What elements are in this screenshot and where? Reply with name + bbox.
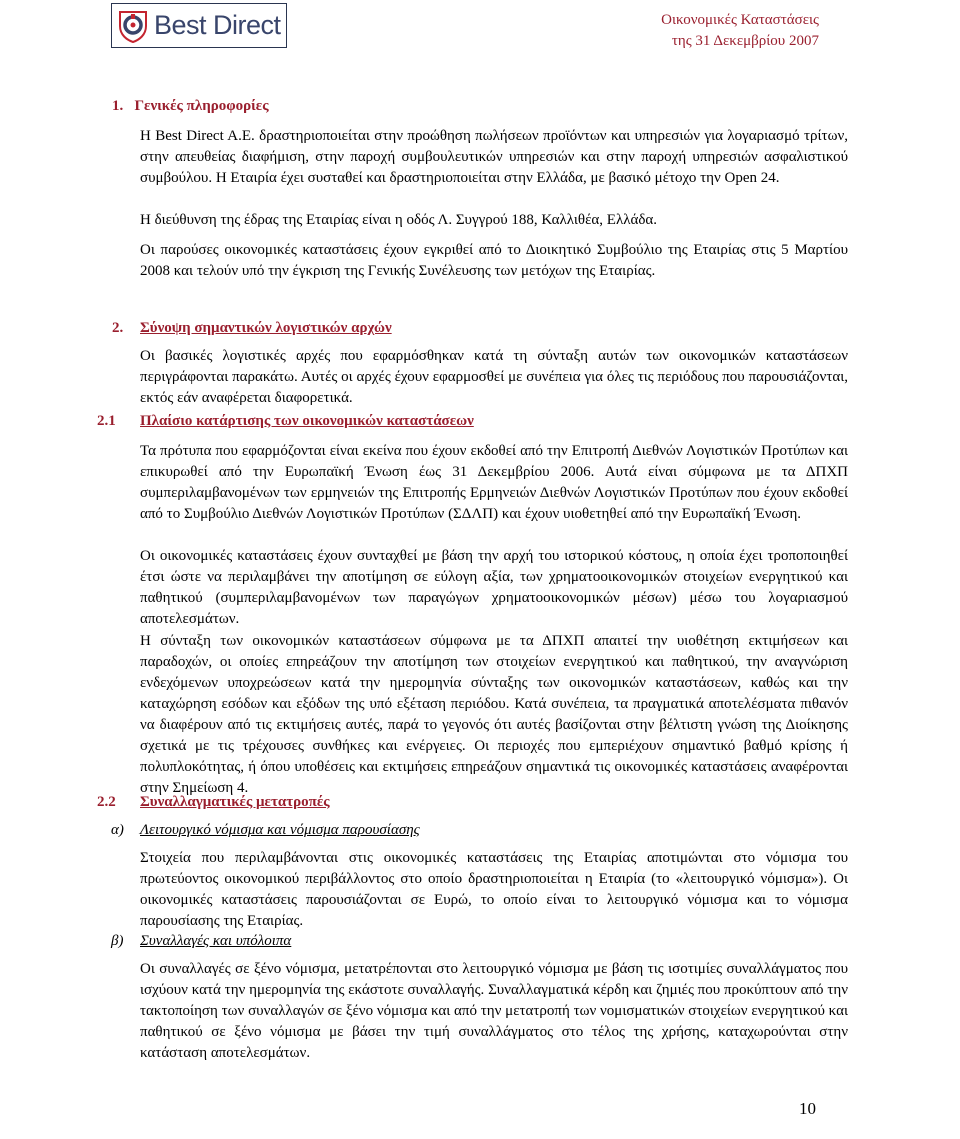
subsection-a-title: Λειτουργικό νόμισμα και νόμισμα παρουσίασης: [140, 822, 420, 838]
section-1-number: 1.: [112, 98, 124, 114]
logo-text: Best Direct: [154, 10, 281, 40]
section-2-2-title: Συναλλαγματικές μετατροπές: [140, 794, 330, 810]
section-2-2-number: 2.2: [97, 794, 116, 810]
section-2-number: 2.: [112, 320, 124, 336]
section-1-paragraph-3: Οι παρούσες οικονομικές καταστάσεις έχουν εγκριθεί από το Διοικητικό Συμβούλιο της Εταιρίας στις 5 Μαρτίου 2008 και τελούν υπό την έγκριση της Γενικής Συνέλευσης των μετόχων της Εταιρίας.: [140, 242, 848, 279]
section-2-1-number: 2.1: [97, 413, 116, 429]
section-1-paragraph-1: Η Best Direct A.E. δραστηριοποιείται στην προώθηση πωλήσεων προϊόντων και υπηρεσιών για λογαριασμό τρίτων, στην απευθείας διαφήμιση, στην παροχή συμβουλευτικών υπηρεσιών και στην παροχή υπηρεσιών ασφαλιστικού συμβούλου. Η Εταιρία έχει συσταθεί και δραστηριοποιείται στην Ελλάδα, με βασικό μέτοχο την Open 24.: [140, 128, 848, 186]
section-1-paragraph-2: Η διεύθυνση της έδρας της Εταιρίας είναι η οδός Λ. Συγγρού 188, Καλλιθέα, Ελλάδα.: [140, 212, 658, 228]
section-2-1-title: Πλαίσιο κατάρτισης των οικονομικών καταστάσεων: [140, 413, 474, 429]
section-1-title: Γενικές πληροφορίες: [134, 98, 269, 114]
section-2-1-paragraph-1: Τα πρότυπα που εφαρμόζονται είναι εκείνα που έχουν εκδοθεί από την Επιτροπή Διεθνών Λογιστικών Προτύπων και επικυρωθεί από την Ευρωπαϊκή Ένωση έως 31 Δεκεμβρίου 2006. Αυτά είναι σύμφωνα με τα ΔΠΧΠ συμπεριλαμβανομένων των ερμηνειών της Επιτροπής Ερμηνειών Διεθνών Λογιστικών Προτύπων που έχουν εκδοθεί από το Συμβούλιο Διεθνών Λογιστικών Προτύπων (ΣΔΛΠ) και έχουν υιοθετηθεί από την Ευρωπαϊκή Ένωση.: [140, 443, 848, 522]
section-2-title: Σύνοψη σημαντικών λογιστικών αρχών: [140, 320, 392, 336]
subsection-a-paragraph: Στοιχεία που περιλαμβάνονται στις οικονομικές καταστάσεις της Εταιρίας αποτιμώνται στο νόμισμα του πρωτεύοντος οικονομικού περιβάλλοντος στο οποίο δραστηριοποιείται η Εταιρία (το «λειτουργικό νόμισμα»). Οι οικονομικές καταστάσεις παρουσιάζονται σε Ευρώ, το οποίο είναι το λειτουργικό νόμισμα και το νόμισμα παρουσίασης της Εταιρίας.: [140, 850, 848, 929]
subsection-b-title: Συναλλαγές και υπόλοιπα: [140, 933, 292, 949]
document-title: Οικονομικές Καταστάσεις: [661, 12, 819, 28]
subsection-b-marker: β): [111, 933, 124, 949]
section-1-heading: [112, 96, 269, 117]
section-2-1-paragraph-2: Οι οικονομικές καταστάσεις έχουν συνταχθεί με βάση την αρχή του ιστορικού κόστους, η οποία έχει τροποποιηθεί έτσι ώστε να περιλαμβάνει την αποτίμηση σε εύλογη αξία, των χρηματοοικονομικών στοιχείων ενεργητικού και παθητικού (συμπεριλαμβανομένων των παραγώγων χρηματοοικονομικών μέσων) μέσω του λογαριασμού αποτελεσμάτων.: [140, 548, 848, 627]
logo-emblem-icon: [116, 8, 150, 44]
subsection-b-paragraph: Οι συναλλαγές σε ξένο νόμισμα, μετατρέπονται στο λειτουργικό νόμισμα με βάση τις ισοτιμίες συναλλάγματος που ισχύουν κατά την ημερομηνία της εκάστοτε συναλλαγής. Συναλλαγματικά κέρδη και ζημιές που προκύπτουν από την τακτοποίηση των συναλλαγών σε ξένο νόμισμα και από την μετατροπή των νομισματικών στοιχείων ενεργητικού και παθητικού σε ξένο νόμισμα με βάσει την τιμή συναλλάγματος στο τέλος της χρήσης, καταχωρούνται στην κατάσταση αποτελεσμάτων.: [140, 961, 848, 1061]
section-2-1-paragraph-3: Η σύνταξη των οικονομικών καταστάσεων σύμφωνα με τα ΔΠΧΠ απαιτεί την υιοθέτηση εκτιμήσεων και παραδοχών, οι οποίες επηρεάζουν την αποτίμηση των στοιχείων ενεργητικού και παθητικού, την αναγνώριση ενδεχόμενων υποχρεώσεων κατά την ημερομηνία σύνταξης των οικονομικών καταστάσεων, καθώς και την καταχώρηση εσόδων και εξόδων της υπό εξέταση περιόδου. Κατά συνέπεια, τα πραγματικά αποτελέσματα πιθανόν να διαφέρουν από τις εκτιμήσεις αυτές, παρά το γεγονός ότι αυτές βασίζονται στην βέλτιστη γνώση της Διοίκησης σχετικά με τις τρέχουσες συνθήκες και ενέργειες. Οι περιοχές που εμπεριέχουν σημαντικό βαθμό κρίσης ή πολυπλοκότητας, ή όπου υποθέσεις και εκτιμήσεις επηρεάζουν σημαντικά τις οικονομικές καταστάσεις αναφέρονται στην Σημείωση 4.: [140, 633, 848, 796]
section-2-paragraph-1: Οι βασικές λογιστικές αρχές που εφαρμόσθηκαν κατά τη σύνταξη αυτών των οικονομικών καταστάσεων περιγράφονται παρακάτω. Αυτές οι αρχές έχουν εφαρμοσθεί με συνέπεια για όλες τις περιόδους που παρουσιάζονται, εκτός εάν αναφέρεται διαφορετικά.: [140, 348, 848, 406]
page-number: 10: [799, 1099, 816, 1118]
subsection-a-marker: α): [111, 822, 124, 838]
company-logo: [111, 3, 287, 48]
document-date: της 31 Δεκεμβρίου 2007: [671, 33, 819, 49]
